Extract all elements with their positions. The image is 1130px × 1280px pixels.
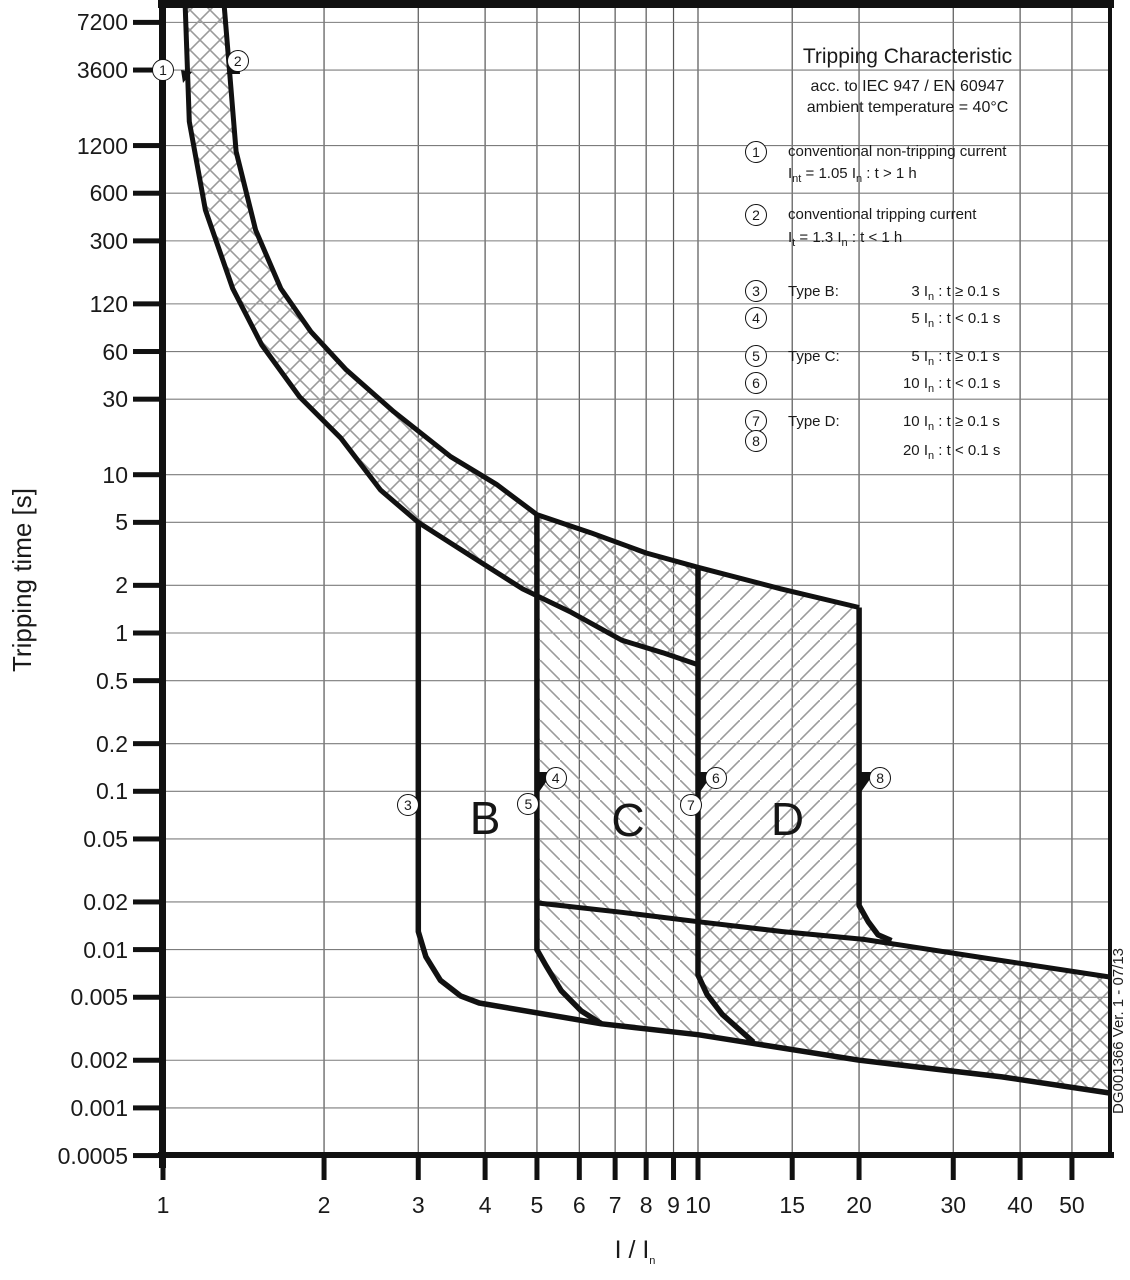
subscript: n (928, 356, 935, 368)
y-tick-label-0.0005: 0.0005 (57, 1142, 128, 1169)
y-tick-label-60: 60 (102, 338, 128, 365)
legend-item-1-formula (788, 165, 1130, 185)
marker-circle-3: 3 (397, 794, 419, 816)
text-segment: : t ≥ 0.1 s (934, 413, 1000, 430)
x-tick-label-5: 5 (530, 1192, 544, 1218)
y-tick-label-7200: 7200 (76, 9, 128, 36)
document-id-watermark: DG001366 Ver. 1 - 07/13 (1109, 948, 1127, 1114)
legend-group-TypeD-row-1 (788, 413, 1130, 433)
subscript: n (928, 450, 935, 462)
subscript: n (928, 383, 935, 395)
legend-current-multiple: 5 I (911, 348, 928, 365)
region-label-D: D (770, 792, 805, 845)
y-tick-label-600: 600 (89, 180, 128, 207)
subscript: n (855, 173, 863, 185)
legend-group-TypeD-row-2 (788, 442, 1130, 462)
subscript: nt (792, 173, 802, 185)
x-tick-label-9: 9 (667, 1192, 680, 1218)
legend-title: Tripping Characteristic (802, 45, 1013, 68)
y-tick-label-2: 2 (115, 572, 128, 599)
marker-circle-1: 1 (152, 59, 174, 81)
text-segment: : t < 0.1 s (934, 375, 1001, 392)
legend-current-multiple: 3 I (911, 283, 928, 300)
text-segment: : t < 0.1 s (934, 310, 1001, 327)
legend-type-label: Type D: (788, 413, 840, 430)
legend-item-2-formula (788, 229, 1130, 249)
x-tick-label-30: 30 (940, 1192, 967, 1218)
legend-group-TypeC-row-2 (788, 375, 1130, 395)
region-label-B: B (469, 791, 501, 844)
y-tick-label-0.1: 0.1 (96, 778, 128, 805)
y-tick-label-120: 120 (89, 290, 128, 317)
y-tick-label-0.01: 0.01 (83, 936, 128, 963)
text-segment: : t < 0.1 s (934, 442, 1001, 459)
marker-circle-8: 8 (869, 767, 891, 789)
legend-current-multiple: 20 I (902, 442, 928, 459)
x-tick-label-8: 8 (639, 1192, 653, 1218)
text-segment: I (788, 229, 793, 246)
legend-group-TypeB-row-1 (788, 283, 1130, 303)
y-tick-label-0.005: 0.005 (70, 984, 128, 1011)
y-tick-label-0.2: 0.2 (96, 730, 128, 757)
subscript: n (649, 1255, 656, 1267)
legend-type-label: Type C: (788, 348, 840, 365)
text-segment: I (788, 165, 793, 182)
legend-current-multiple: 5 I (911, 310, 928, 327)
legend-current-multiple: 10 I (902, 375, 928, 392)
legend-circle-4: 4 (745, 307, 767, 329)
legend-circle-7: 7 (745, 410, 767, 432)
y-tick-label-0.001: 0.001 (70, 1094, 128, 1121)
marker-circle-4: 4 (545, 767, 567, 789)
legend-circle-5: 5 (745, 345, 767, 367)
y-tick-label-300: 300 (89, 227, 128, 254)
y-tick-label-10: 10 (102, 461, 128, 488)
text-segment: = 1.05 I (801, 165, 856, 182)
legend-circle-2: 2 (745, 204, 767, 226)
x-tick-label-40: 40 (1007, 1192, 1033, 1218)
text-segment: I / I (614, 1236, 650, 1264)
x-tick-label-50: 50 (1059, 1192, 1085, 1218)
legend-item-2-label: conventional tripping current (788, 206, 977, 223)
x-tick-label-15: 15 (779, 1192, 805, 1218)
legend-subtitle-standard: acc. to IEC 947 / EN 60947 (810, 78, 1005, 95)
subscript: n (928, 318, 935, 330)
legend-type-label: Type B: (788, 283, 839, 300)
y-axis-title: Tripping time [s] (6, 488, 37, 672)
x-tick-label-1: 1 (156, 1192, 170, 1218)
legend-item-1-label: conventional non-tripping current (788, 143, 1007, 160)
legend-circle-1: 1 (745, 141, 767, 163)
y-tick-label-0.002: 0.002 (70, 1047, 128, 1074)
marker-circle-6: 6 (705, 767, 727, 789)
y-tick-label-1: 1 (115, 620, 128, 646)
y-tick-label-5: 5 (115, 509, 128, 536)
text-segment: : t ≥ 0.1 s (934, 283, 1000, 300)
y-tick-label-0.02: 0.02 (83, 888, 128, 915)
x-tick-label-20: 20 (846, 1192, 872, 1218)
x-axis-title (565, 1236, 705, 1267)
marker-circle-7: 7 (680, 794, 702, 816)
text-segment: : t ≥ 0.1 s (934, 348, 1000, 365)
x-tick-label-3: 3 (411, 1192, 425, 1218)
text-segment: : t > 1 h (862, 165, 917, 182)
x-tick-label-2: 2 (317, 1192, 331, 1218)
text-segment: : t < 1 h (847, 229, 903, 246)
subscript: n (928, 291, 935, 303)
subscript: n (928, 421, 935, 433)
legend-circle-6: 6 (745, 372, 767, 394)
legend-circle-8: 8 (745, 430, 767, 452)
marker-circle-5: 5 (517, 793, 539, 815)
x-tick-label-4: 4 (478, 1192, 492, 1218)
region-label-C: C (611, 793, 645, 846)
type-d-region (698, 567, 892, 940)
legend-group-TypeC-row-1 (788, 348, 1130, 368)
y-tick-label-30: 30 (102, 386, 128, 413)
y-tick-label-0.05: 0.05 (83, 825, 128, 852)
y-tick-label-3600: 3600 (76, 57, 128, 84)
legend-current-multiple: 10 I (902, 413, 928, 430)
marker-circle-2: 2 (227, 50, 249, 72)
text-segment: = 1.3 I (795, 229, 842, 246)
legend-group-TypeB-row-2 (788, 310, 1130, 330)
x-tick-label-6: 6 (572, 1192, 586, 1218)
y-tick-label-0.5: 0.5 (96, 667, 128, 694)
y-tick-label-1200: 1200 (76, 132, 128, 159)
subscript: t (792, 237, 796, 249)
x-tick-label-10: 10 (685, 1192, 711, 1218)
legend-subtitle-temperature: ambient temperature = 40°C (806, 99, 1009, 116)
x-tick-label-7: 7 (608, 1192, 622, 1218)
legend-circle-3: 3 (745, 280, 767, 302)
subscript: n (841, 237, 848, 249)
